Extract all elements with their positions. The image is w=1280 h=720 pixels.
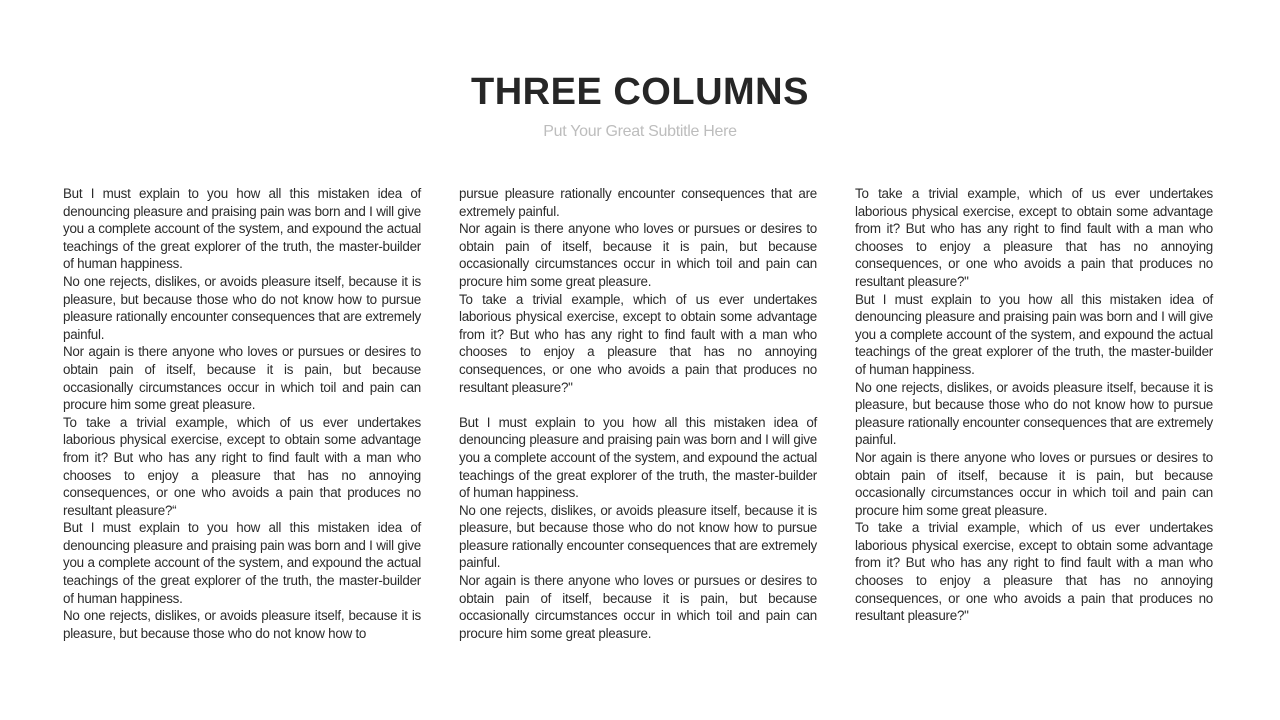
column-paragraph: But I must explain to you how all this mistaken idea of denouncing pleasure and praising pain was born and I will give you a complete account of the system, and expound the actual teachings of the great explorer of the truth, the master-builder of human happiness.: [855, 291, 1213, 377]
column-paragraph: To take a trivial example, which of us ever undertakes laborious physical exercise, except to obtain some advantage from it? But who has any right to find fault with a man who chooses to enjoy a pleasure that has no annoying consequences, or one who avoids a pain that produces no resultant pleasure?": [459, 291, 817, 395]
column-paragraph: Nor again is there anyone who loves or pursues or desires to obtain pain of itself, because it is pain, but because occasionally circumstances occur in which toil and pain can procure him some great pleasure.: [63, 344, 421, 413]
column-right: [855, 185, 1213, 625]
column-paragraph: But I must explain to you how all this mistaken idea of denouncing pleasure and praising pain was born and I will give you a complete account of the system, and expound the actual teachings of the great explorer of the truth, the master-builder of human happiness.: [459, 414, 817, 501]
column-middle: [459, 185, 817, 642]
column-paragraph: Nor again is there anyone who loves or pursues or desires to obtain pain of itself, because it is pain, but because occasionally circumstances occur in which toil and pain can procure him some great pleasure.: [459, 573, 817, 641]
column-paragraph: But I must explain to you how all this mistaken idea of denouncing pleasure and praising pain was born and I will give you a complete account of the system, and expound the actual teachings of the great explorer of the truth, the master-builder of human happiness.: [63, 186, 421, 272]
column-paragraph: No one rejects, dislikes, or avoids pleasure itself, because it is pleasure, but because those who do not know how to pursue pleasure rationally encounter consequences that are extremely painful.: [63, 273, 421, 342]
paragraph-spacer: [459, 396, 817, 414]
column-paragraph: pursue pleasure rationally encounter consequences that are extremely painful.: [459, 186, 817, 219]
column-paragraph: To take a trivial example, which of us ever undertakes laborious physical exercise, except to obtain some advantage from it? But who has any right to find fault with a man who chooses to enjoy a pleasure that has no annoying consequences, or one who avoids a pain that produces no resultant pleasure?": [855, 186, 1213, 289]
column-paragraph: But I must explain to you how all this mistaken idea of denouncing pleasure and praising pain was born and I will give you a complete account of the system, and expound the actual teachings of the great explorer of the truth, the master-builder of human happiness.: [63, 520, 421, 606]
column-paragraph: To take a trivial example, which of us ever undertakes laborious physical exercise, except to obtain some advantage from it? But who has any right to find fault with a man who chooses to enjoy a pleasure that has no annoying consequences, or one who avoids a pain that produces no resultant pleasure?": [855, 520, 1213, 624]
page-subtitle: Put Your Great Subtitle Here: [543, 123, 737, 140]
column-paragraph: Nor again is there anyone who loves or pursues or desires to obtain pain of itself, because it is pain, but because occasionally circumstances occur in which toil and pain can procure him some great pleasure.: [855, 449, 1213, 518]
column-paragraph: No one rejects, dislikes, or avoids pleasure itself, because it is pleasure, but because those who do not know how to: [63, 608, 421, 641]
column-paragraph: No one rejects, dislikes, or avoids pleasure itself, because it is pleasure, but because those who do not know how to pursue pleasure rationally encounter consequences that are extremely painful.: [459, 502, 817, 571]
column-paragraph: To take a trivial example, which of us ever undertakes laborious physical exercise, except to obtain some advantage from it? But who has any right to find fault with a man who chooses to enjoy a pleasure that has no annoying consequences, or one who avoids a pain that produces no resultant pleasure?“: [63, 414, 421, 518]
page-title: THREE COLUMNS: [471, 71, 809, 113]
column-left: [63, 185, 421, 642]
column-paragraph: No one rejects, dislikes, or avoids pleasure itself, because it is pleasure, but because those who do not know how to pursue pleasure rationally encounter consequences that are extremely painful.: [855, 379, 1213, 448]
column-paragraph: Nor again is there anyone who loves or pursues or desires to obtain pain of itself, because it is pain, but because occasionally circumstances occur in which toil and pain can procure him some great pleasure.: [459, 221, 817, 289]
